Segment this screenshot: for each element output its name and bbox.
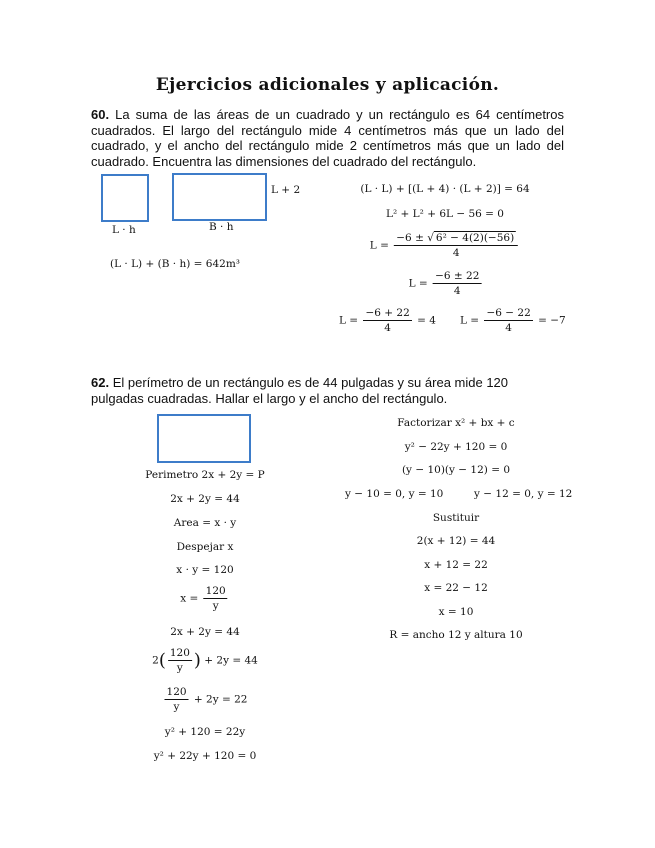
left-line-4: Despejar x xyxy=(176,541,234,553)
right-line-5: Sustituir xyxy=(432,512,480,524)
equation-1: (L · L) + [(L + 4) · (L + 2)] = 64 xyxy=(360,183,530,195)
quadratic-formula: L = $\frac{\text{−6 ± √ 6² − 4(2)(−56)}}{4}$ xyxy=(370,232,520,259)
left-line-1: Perimetro 2x + 2y = P xyxy=(145,469,265,481)
left-line-8: 2( $\frac{120}{y}$ ) + 2y = 44 xyxy=(152,647,258,674)
left-line-9: $\frac{120}{y}$ + 2y = 22 xyxy=(166,686,248,713)
problem-60-statement: La suma de las áreas de un cuadrado y un rectángulo es 64 centímetros cuadrados. El largo del rectángulo mide 4 centímetros más que un lado del cuadrado, y el ancho del rectángulo mide 2 centímetros más que un lado del cuadrado. Encuentra las dimensiones del cuadrado del rectángulo. xyxy=(91,107,564,169)
rectangle-label: B · h xyxy=(209,221,234,233)
left-line-5: x · y = 120 xyxy=(176,564,234,576)
right-line-3: (y − 10)(y − 12) = 0 xyxy=(401,464,511,476)
problem-60-number: 60. xyxy=(91,107,110,122)
left-line-7: 2x + 2y = 44 xyxy=(170,626,240,638)
left-line-10: y² + 120 = 22y xyxy=(164,726,246,738)
solution-1: L = $\frac{-6 + 22}{4}$ = 4 xyxy=(339,307,436,334)
equation-4: L = $\frac{-6 \pm 22}{4}$ xyxy=(408,270,480,297)
problem-62-statement: El perímetro de un rectángulo es de 44 pulgadas y su área mide 120 pulgadas cuadradas. Hallar el largo y el ancho del rectángulo. xyxy=(91,375,509,406)
right-line-6: 2(x + 12) = 44 xyxy=(416,535,496,547)
right-line-1: Factorizar x² + bx + c xyxy=(397,417,515,429)
problem-62-number: 62. xyxy=(91,375,110,390)
problem-60-text xyxy=(91,107,564,169)
left-line-2: 2x + 2y = 44 xyxy=(170,493,240,505)
equation-2: L² + L² + 6L − 56 = 0 xyxy=(386,208,504,220)
rectangle-figure-62 xyxy=(157,414,251,463)
right-line-7: x + 12 = 22 xyxy=(424,559,488,571)
square-figure xyxy=(101,174,149,222)
problem-62-text xyxy=(91,375,564,406)
right-line-10: R = ancho 12 y altura 10 xyxy=(389,629,523,641)
rectangle-figure xyxy=(172,173,267,221)
solution-2: L = $\frac{-6 - 22}{4}$ = −7 xyxy=(460,307,566,334)
left-line-11: y² + 22y + 120 = 0 xyxy=(153,750,257,762)
left-line-3: Area = x · y xyxy=(173,517,237,529)
rectangle-side-label: L + 2 xyxy=(271,184,301,196)
right-line-9: x = 10 xyxy=(438,606,474,618)
right-line-4b: y − 12 = 0, y = 12 xyxy=(474,488,573,500)
right-line-2: y² − 22y + 120 = 0 xyxy=(404,441,508,453)
right-line-8: x = 22 − 12 xyxy=(424,582,488,594)
right-line-4a: y − 10 = 0, y = 10 xyxy=(345,488,444,500)
area-equation: (L · L) + (B · h) = 642m³ xyxy=(110,258,240,270)
page-title: Ejercicios adicionales y aplicación. xyxy=(155,75,500,95)
square-label: L · h xyxy=(112,224,136,236)
left-line-6: x = $\frac{120}{y}$ xyxy=(180,585,226,612)
